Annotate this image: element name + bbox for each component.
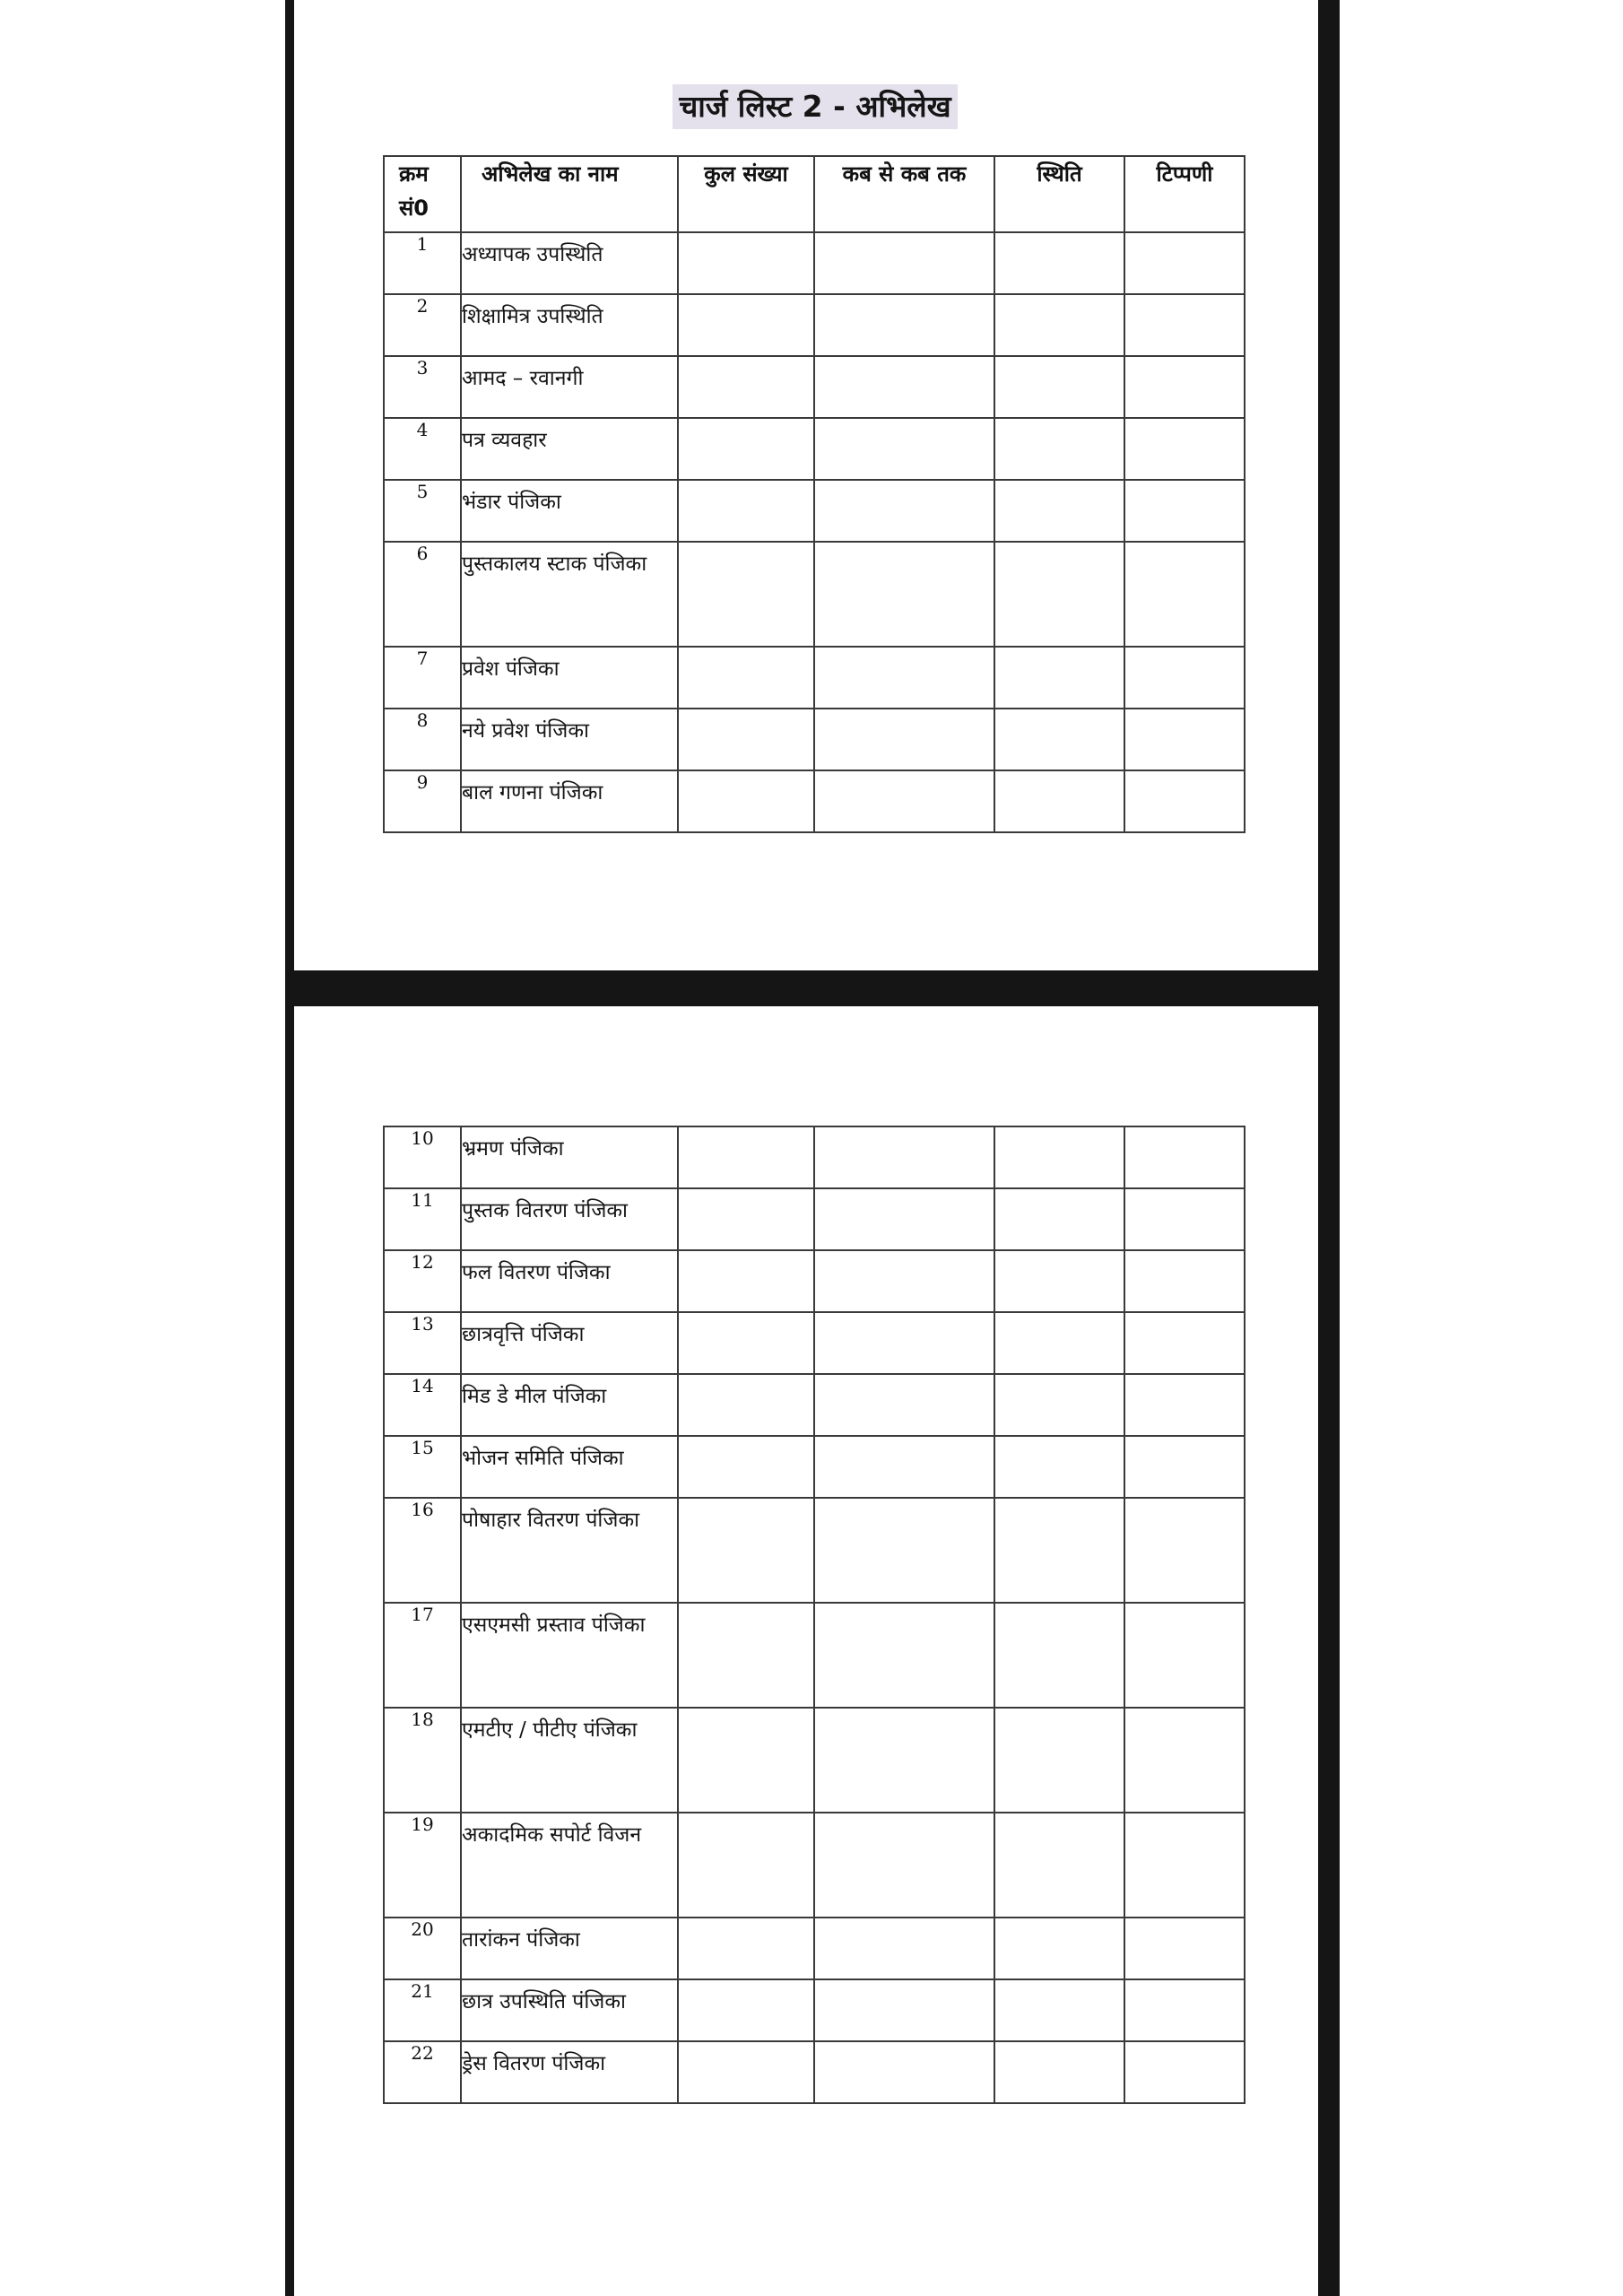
header-row bbox=[384, 156, 1245, 232]
table-row bbox=[384, 1498, 1245, 1603]
status-cell[interactable] bbox=[994, 1813, 1124, 1918]
from-to-cell[interactable] bbox=[814, 1250, 994, 1312]
from-to-cell[interactable] bbox=[814, 418, 994, 480]
remarks-cell[interactable] bbox=[1124, 1436, 1245, 1498]
status-cell[interactable] bbox=[994, 542, 1124, 647]
total-count-cell[interactable] bbox=[678, 232, 814, 294]
header-remarks: टिप्पणी bbox=[1124, 156, 1245, 232]
from-to-cell[interactable] bbox=[814, 770, 994, 832]
status-cell[interactable] bbox=[994, 1918, 1124, 1979]
header-serial: क्रम सं0 bbox=[384, 156, 461, 232]
remarks-cell[interactable] bbox=[1124, 1708, 1245, 1813]
table-row bbox=[384, 1188, 1245, 1250]
serial-cell: 14 bbox=[384, 1374, 461, 1436]
record-name-cell: फल वितरण पंजिका bbox=[461, 1250, 678, 1312]
record-name-cell: अध्यापक उपस्थिति bbox=[461, 232, 678, 294]
table-row bbox=[384, 1708, 1245, 1813]
total-count-cell[interactable] bbox=[678, 1126, 814, 1188]
serial-cell: 1 bbox=[384, 232, 461, 294]
remarks-cell[interactable] bbox=[1124, 294, 1245, 356]
frame-right-border bbox=[1318, 0, 1340, 2296]
remarks-cell[interactable] bbox=[1124, 1918, 1245, 1979]
remarks-cell[interactable] bbox=[1124, 1188, 1245, 1250]
page-title: चार्ज लिस्ट 2 - अभिलेख bbox=[673, 84, 958, 129]
total-count-cell[interactable] bbox=[678, 1918, 814, 1979]
status-cell[interactable] bbox=[994, 1374, 1124, 1436]
serial-cell: 21 bbox=[384, 1979, 461, 2041]
records-table-page-1 bbox=[383, 155, 1245, 833]
from-to-cell[interactable] bbox=[814, 1374, 994, 1436]
from-to-cell[interactable] bbox=[814, 1126, 994, 1188]
total-count-cell[interactable] bbox=[678, 1188, 814, 1250]
serial-cell: 8 bbox=[384, 709, 461, 770]
status-cell[interactable] bbox=[994, 480, 1124, 542]
serial-cell: 4 bbox=[384, 418, 461, 480]
from-to-cell[interactable] bbox=[814, 1918, 994, 1979]
from-to-cell[interactable] bbox=[814, 294, 994, 356]
table-row bbox=[384, 1250, 1245, 1312]
remarks-cell[interactable] bbox=[1124, 356, 1245, 418]
table-body-page-2 bbox=[384, 1126, 1245, 2103]
record-name-cell: तारांकन पंजिका bbox=[461, 1918, 678, 1979]
table-body-page-1 bbox=[384, 232, 1245, 832]
remarks-cell[interactable] bbox=[1124, 1979, 1245, 2041]
status-cell[interactable] bbox=[994, 1708, 1124, 1813]
serial-cell: 3 bbox=[384, 356, 461, 418]
serial-cell: 12 bbox=[384, 1250, 461, 1312]
serial-cell: 18 bbox=[384, 1708, 461, 1813]
from-to-cell[interactable] bbox=[814, 542, 994, 647]
table-row bbox=[384, 1918, 1245, 1979]
record-name-cell: अकादमिक सपोर्ट विजन bbox=[461, 1813, 678, 1918]
from-to-cell[interactable] bbox=[814, 1188, 994, 1250]
status-cell[interactable] bbox=[994, 1188, 1124, 1250]
total-count-cell[interactable] bbox=[678, 418, 814, 480]
from-to-cell[interactable] bbox=[814, 356, 994, 418]
status-cell[interactable] bbox=[994, 1250, 1124, 1312]
status-cell[interactable] bbox=[994, 2041, 1124, 2103]
serial-cell: 2 bbox=[384, 294, 461, 356]
status-cell[interactable] bbox=[994, 232, 1124, 294]
table-row bbox=[384, 1436, 1245, 1498]
remarks-cell[interactable] bbox=[1124, 1374, 1245, 1436]
remarks-cell[interactable] bbox=[1124, 709, 1245, 770]
table-row bbox=[384, 1374, 1245, 1436]
remarks-cell[interactable] bbox=[1124, 542, 1245, 647]
total-count-cell[interactable] bbox=[678, 770, 814, 832]
remarks-cell[interactable] bbox=[1124, 1603, 1245, 1708]
table-row bbox=[384, 1126, 1245, 1188]
records-table-page-2 bbox=[383, 1126, 1245, 2104]
record-name-cell: पुस्तकालय स्टाक पंजिका bbox=[461, 542, 678, 647]
record-name-cell: आमद – रवानगी bbox=[461, 356, 678, 418]
table-row bbox=[384, 709, 1245, 770]
serial-cell: 20 bbox=[384, 1918, 461, 1979]
from-to-cell[interactable] bbox=[814, 1436, 994, 1498]
serial-cell: 10 bbox=[384, 1126, 461, 1188]
from-to-cell[interactable] bbox=[814, 1312, 994, 1374]
from-to-cell[interactable] bbox=[814, 2041, 994, 2103]
record-name-cell: ड्रेस वितरण पंजिका bbox=[461, 2041, 678, 2103]
header-record-name: अभिलेख का नाम bbox=[461, 156, 678, 232]
remarks-cell[interactable] bbox=[1124, 480, 1245, 542]
from-to-cell[interactable] bbox=[814, 1603, 994, 1708]
table-row bbox=[384, 1312, 1245, 1374]
from-to-cell[interactable] bbox=[814, 1708, 994, 1813]
serial-cell: 5 bbox=[384, 480, 461, 542]
record-name-cell: पोषाहार वितरण पंजिका bbox=[461, 1498, 678, 1603]
remarks-cell[interactable] bbox=[1124, 1250, 1245, 1312]
status-cell[interactable] bbox=[994, 418, 1124, 480]
serial-cell: 11 bbox=[384, 1188, 461, 1250]
header-status: स्थिति bbox=[994, 156, 1124, 232]
serial-cell: 13 bbox=[384, 1312, 461, 1374]
serial-cell: 15 bbox=[384, 1436, 461, 1498]
remarks-cell[interactable] bbox=[1124, 1498, 1245, 1603]
total-count-cell[interactable] bbox=[678, 1979, 814, 2041]
total-count-cell[interactable] bbox=[678, 480, 814, 542]
remarks-cell[interactable] bbox=[1124, 647, 1245, 709]
total-count-cell[interactable] bbox=[678, 2041, 814, 2103]
remarks-cell[interactable] bbox=[1124, 1312, 1245, 1374]
remarks-cell[interactable] bbox=[1124, 232, 1245, 294]
record-name-cell: पुस्तक वितरण पंजिका bbox=[461, 1188, 678, 1250]
table-row bbox=[384, 1979, 1245, 2041]
status-cell[interactable] bbox=[994, 1312, 1124, 1374]
from-to-cell[interactable] bbox=[814, 709, 994, 770]
page-separator bbox=[285, 970, 1340, 1006]
status-cell[interactable] bbox=[994, 709, 1124, 770]
table-row bbox=[384, 542, 1245, 647]
from-to-cell[interactable] bbox=[814, 1979, 994, 2041]
record-name-cell: भ्रमण पंजिका bbox=[461, 1126, 678, 1188]
table-row bbox=[384, 356, 1245, 418]
total-count-cell[interactable] bbox=[678, 709, 814, 770]
status-cell[interactable] bbox=[994, 1436, 1124, 1498]
serial-cell: 19 bbox=[384, 1813, 461, 1918]
total-count-cell[interactable] bbox=[678, 1312, 814, 1374]
from-to-cell[interactable] bbox=[814, 647, 994, 709]
status-cell[interactable] bbox=[994, 1498, 1124, 1603]
frame-left-border bbox=[285, 0, 294, 2296]
table-row bbox=[384, 770, 1245, 832]
serial-cell: 6 bbox=[384, 542, 461, 647]
from-to-cell[interactable] bbox=[814, 232, 994, 294]
record-name-cell: एमटीए / पीटीए पंजिका bbox=[461, 1708, 678, 1813]
serial-cell: 7 bbox=[384, 647, 461, 709]
header-total-count: कुल संख्या bbox=[678, 156, 814, 232]
total-count-cell[interactable] bbox=[678, 294, 814, 356]
remarks-cell[interactable] bbox=[1124, 1813, 1245, 1918]
total-count-cell[interactable] bbox=[678, 542, 814, 647]
total-count-cell[interactable] bbox=[678, 1436, 814, 1498]
total-count-cell[interactable] bbox=[678, 1603, 814, 1708]
table-row bbox=[384, 647, 1245, 709]
record-name-cell: एसएमसी प्रस्ताव पंजिका bbox=[461, 1603, 678, 1708]
from-to-cell[interactable] bbox=[814, 1498, 994, 1603]
status-cell[interactable] bbox=[994, 647, 1124, 709]
total-count-cell[interactable] bbox=[678, 356, 814, 418]
remarks-cell[interactable] bbox=[1124, 2041, 1245, 2103]
status-cell[interactable] bbox=[994, 1979, 1124, 2041]
remarks-cell[interactable] bbox=[1124, 1126, 1245, 1188]
table-row bbox=[384, 480, 1245, 542]
remarks-cell[interactable] bbox=[1124, 770, 1245, 832]
record-name-cell: छात्रवृत्ति पंजिका bbox=[461, 1312, 678, 1374]
remarks-cell[interactable] bbox=[1124, 418, 1245, 480]
record-name-cell: बाल गणना पंजिका bbox=[461, 770, 678, 832]
header-from-to: कब से कब तक bbox=[814, 156, 994, 232]
total-count-cell[interactable] bbox=[678, 1250, 814, 1312]
table-row bbox=[384, 2041, 1245, 2103]
table-row bbox=[384, 232, 1245, 294]
status-cell[interactable] bbox=[994, 356, 1124, 418]
serial-cell: 9 bbox=[384, 770, 461, 832]
table-row bbox=[384, 1603, 1245, 1708]
total-count-cell[interactable] bbox=[678, 1498, 814, 1603]
record-name-cell: शिक्षामित्र उपस्थिति bbox=[461, 294, 678, 356]
status-cell[interactable] bbox=[994, 1126, 1124, 1188]
serial-cell: 17 bbox=[384, 1603, 461, 1708]
record-name-cell: भोजन समिति पंजिका bbox=[461, 1436, 678, 1498]
record-name-cell: पत्र व्यवहार bbox=[461, 418, 678, 480]
status-cell[interactable] bbox=[994, 1603, 1124, 1708]
serial-cell: 22 bbox=[384, 2041, 461, 2103]
from-to-cell[interactable] bbox=[814, 480, 994, 542]
record-name-cell: भंडार पंजिका bbox=[461, 480, 678, 542]
status-cell[interactable] bbox=[994, 294, 1124, 356]
serial-cell: 16 bbox=[384, 1498, 461, 1603]
record-name-cell: प्रवेश पंजिका bbox=[461, 647, 678, 709]
record-name-cell: नये प्रवेश पंजिका bbox=[461, 709, 678, 770]
total-count-cell[interactable] bbox=[678, 1374, 814, 1436]
table-row bbox=[384, 1813, 1245, 1918]
status-cell[interactable] bbox=[994, 770, 1124, 832]
from-to-cell[interactable] bbox=[814, 1813, 994, 1918]
total-count-cell[interactable] bbox=[678, 647, 814, 709]
total-count-cell[interactable] bbox=[678, 1708, 814, 1813]
record-name-cell: मिड डे मील पंजिका bbox=[461, 1374, 678, 1436]
table-row bbox=[384, 418, 1245, 480]
table-row bbox=[384, 294, 1245, 356]
total-count-cell[interactable] bbox=[678, 1813, 814, 1918]
record-name-cell: छात्र उपस्थिति पंजिका bbox=[461, 1979, 678, 2041]
